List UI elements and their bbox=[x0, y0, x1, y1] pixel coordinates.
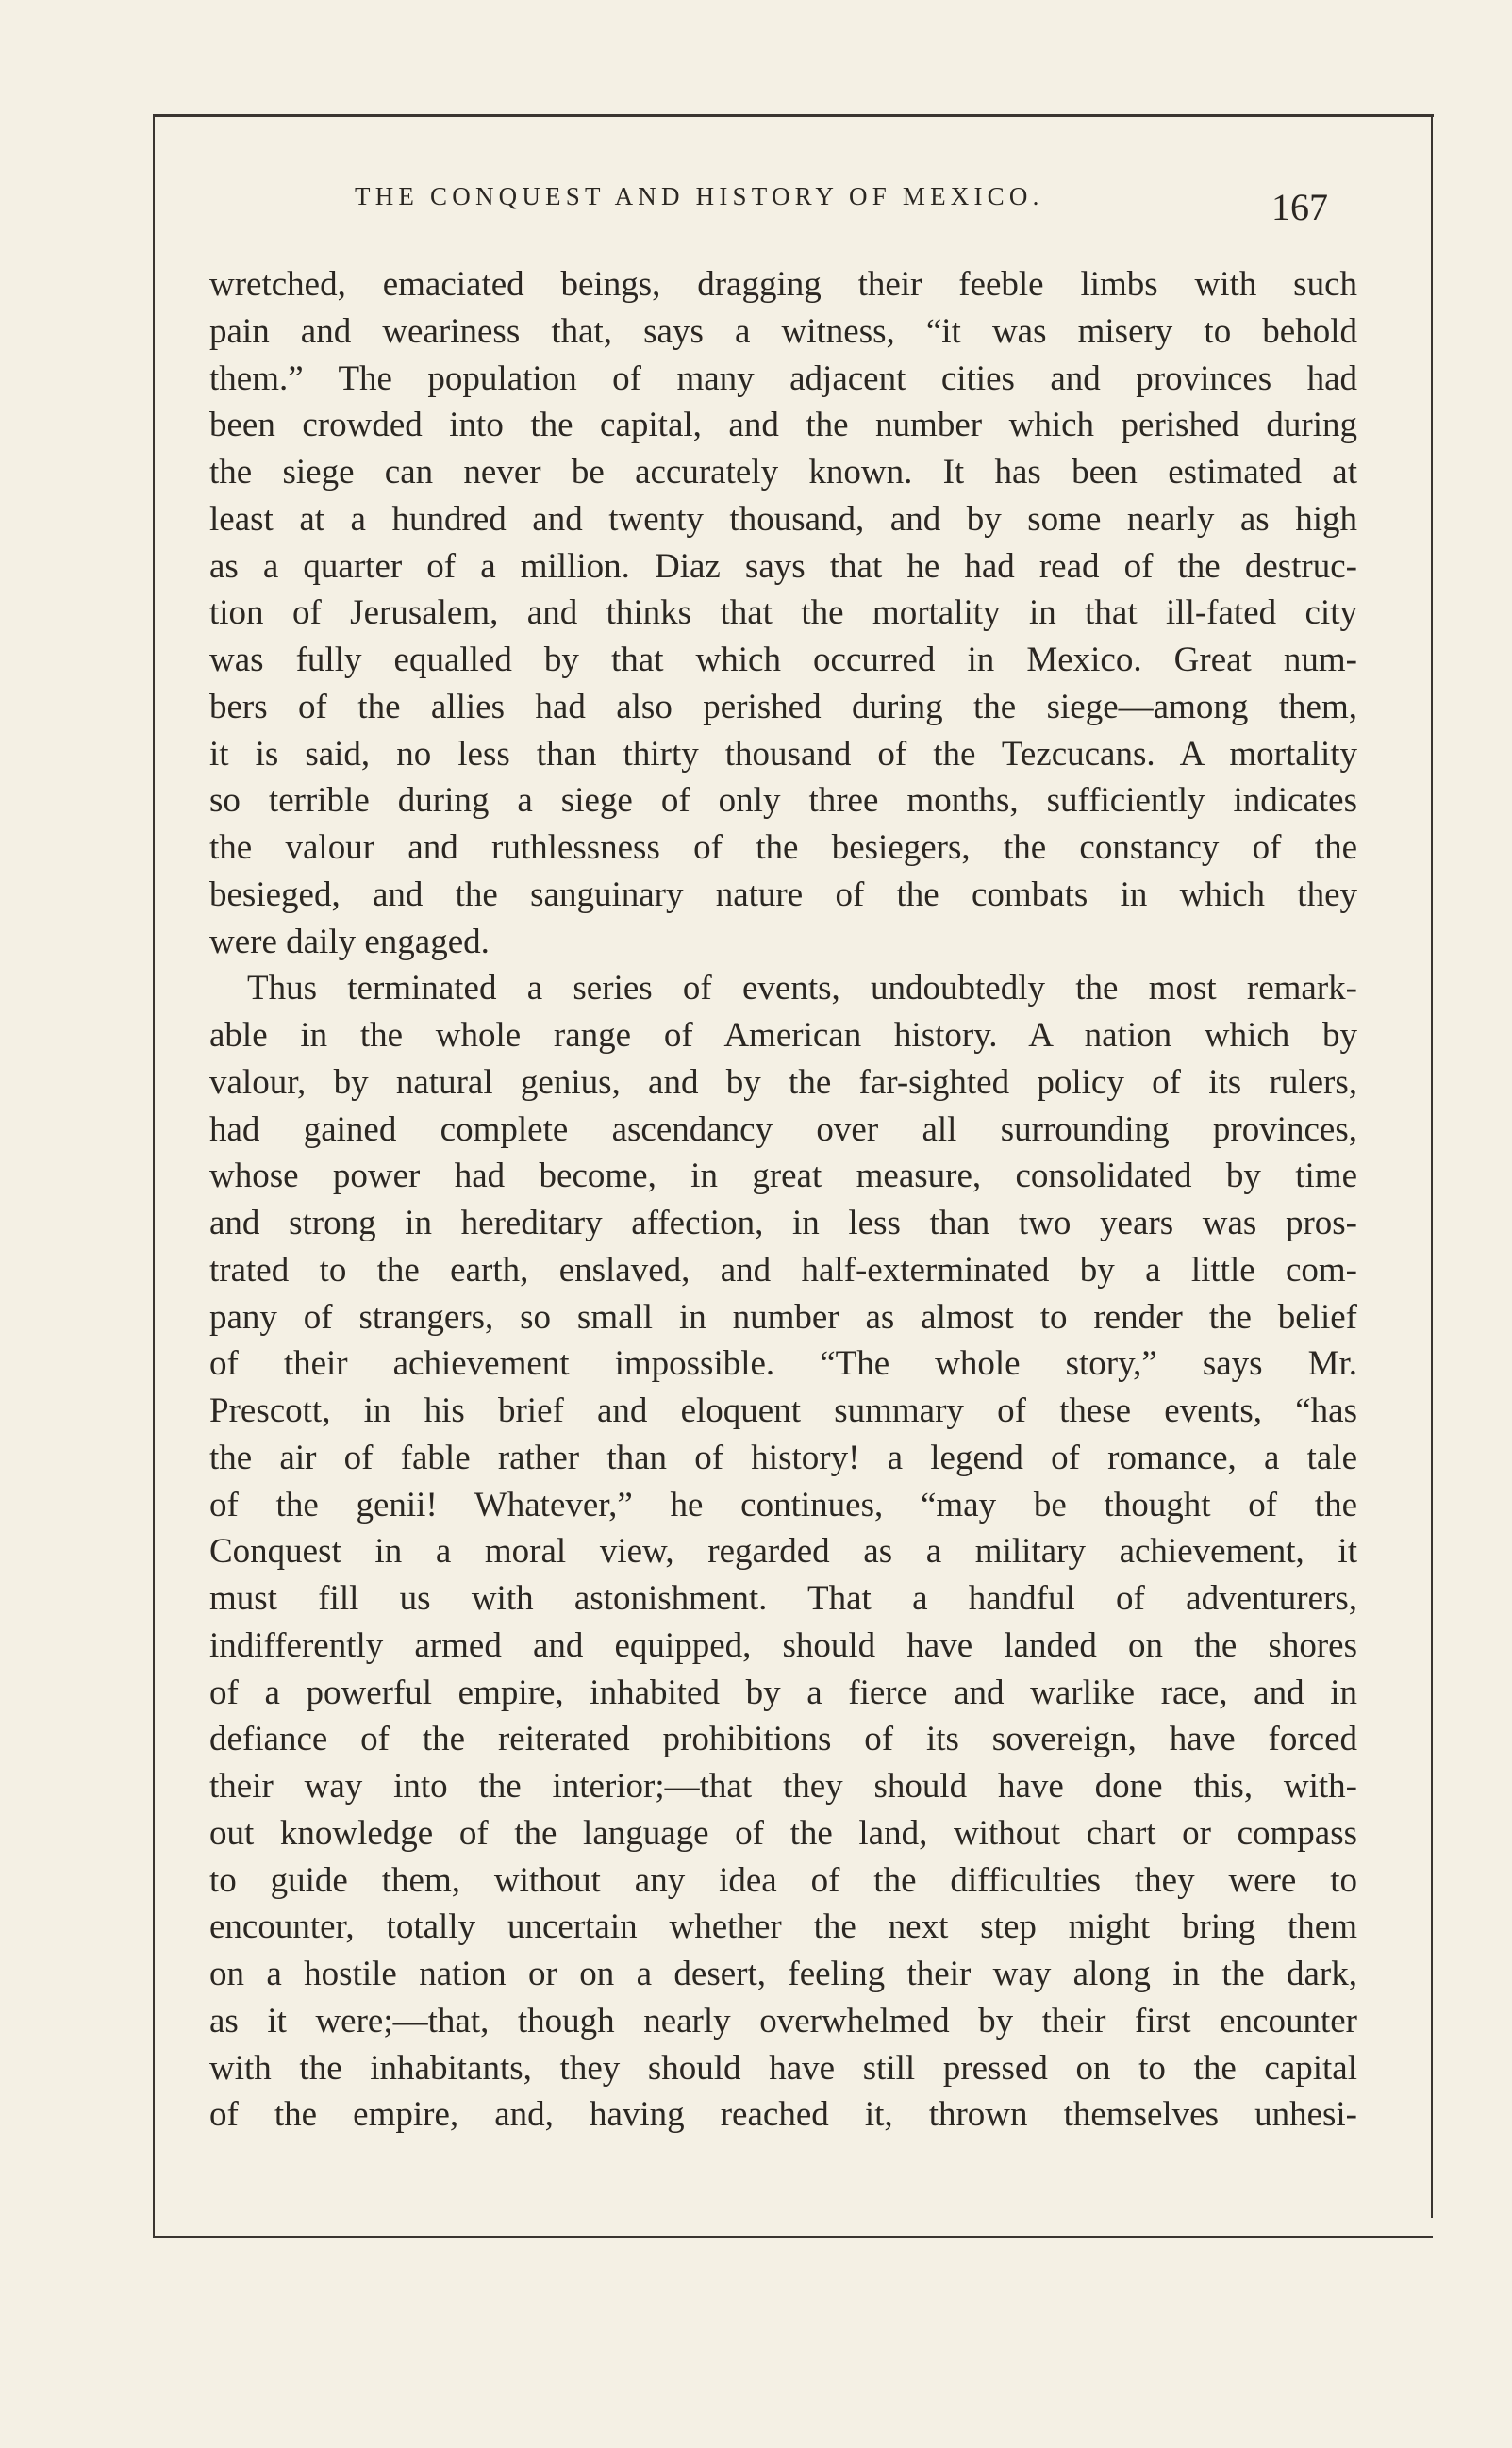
text-line: Prescott, in his brief and eloquent summary of these events, “has bbox=[209, 1391, 1357, 1430]
text-line: were daily engaged. bbox=[209, 922, 490, 961]
text-line: valour, by natural genius, and by the far-sighted policy of its rulers, bbox=[209, 1062, 1357, 1102]
text-line: pany of strangers, so small in number as almost to render the belief bbox=[209, 1297, 1357, 1337]
text-line: whose power had become, in great measure, consolidated by time bbox=[209, 1157, 1357, 1196]
text-line: of their achievement impossible. “The whole story,” says Mr. bbox=[209, 1344, 1357, 1384]
text-line: of the genii! Whatever,” he continues, “may be thought of the bbox=[209, 1485, 1357, 1524]
text-line: the valour and ruthlessness of the besiegers, the constancy of the bbox=[209, 828, 1357, 867]
text-line: of a powerful empire, inhabited by a fierce and warlike race, and in bbox=[209, 1673, 1357, 1712]
text-line: on a hostile nation or on a desert, feeling their way along in the dark, bbox=[209, 1955, 1357, 1993]
text-line: bers of the allies had also perished during the siege—among them, bbox=[209, 687, 1357, 726]
page-border-bottom bbox=[153, 2236, 1433, 2238]
text-line: tion of Jerusalem, and thinks that the mortality in that ill-fated city bbox=[209, 593, 1357, 633]
text-line: had gained complete ascendancy over all surrounding provinces, bbox=[209, 1109, 1357, 1149]
text-line: them.” The population of many adjacent cities and provinces had bbox=[209, 358, 1357, 398]
text-line: and strong in hereditary affection, in less than two years was pros- bbox=[209, 1204, 1357, 1242]
text-line: the siege can never be accurately known. It has been estimated at bbox=[209, 453, 1357, 491]
page-border-right bbox=[1431, 116, 1433, 2218]
text-line: out knowledge of the language of the land, without chart or compass bbox=[209, 1813, 1357, 1853]
text-line: with the inhabitants, they should have still pressed on to the capital bbox=[209, 2048, 1357, 2088]
text-line: as it were;—that, though nearly overwhelmed by their first encounter bbox=[209, 2001, 1357, 2040]
text-line: was fully equalled by that which occurred in Mexico. Great num- bbox=[209, 641, 1357, 679]
text-line: Thus terminated a series of events, undoubtedly the most remark- bbox=[247, 969, 1357, 1008]
text-line: Conquest in a moral view, regarded as a military achievement, it bbox=[209, 1532, 1357, 1572]
text-line: besieged, and the sanguinary nature of the combats in which they bbox=[209, 874, 1357, 914]
text-line: defiance of the reiterated prohibitions of its sovereign, have forced bbox=[209, 1720, 1357, 1759]
text-line: pain and weariness that, says a witness, “it was misery to behold bbox=[209, 311, 1357, 351]
text-line: able in the whole range of American history. A nation which by bbox=[209, 1016, 1357, 1055]
text-line: encounter, totally uncertain whether the next step might bring them bbox=[209, 1907, 1357, 1947]
text-line: must fill us with astonishment. That a handful of adventurers, bbox=[209, 1579, 1357, 1618]
body-text bbox=[209, 261, 1357, 2139]
text-line: as a quarter of a million. Diaz says that he had read of the destruc- bbox=[209, 546, 1357, 586]
running-title: THE CONQUEST AND HISTORY OF MEXICO. bbox=[355, 182, 1044, 210]
text-line: to guide them, without any idea of the difficulties they were to bbox=[209, 1860, 1357, 1900]
page-number: 167 bbox=[1271, 186, 1328, 228]
text-line: it is said, no less than thirty thousand of the Tezcucans. A mortality bbox=[209, 734, 1357, 774]
text-line: been crowded into the capital, and the number which perished during bbox=[209, 406, 1357, 445]
text-line: their way into the interior;—that they should have done this, with- bbox=[209, 1767, 1357, 1806]
text-line: indifferently armed and equipped, should have landed on the shores bbox=[209, 1625, 1357, 1665]
text-line: trated to the earth, enslaved, and half-exterminated by a little com- bbox=[209, 1250, 1357, 1290]
text-line: least at a hundred and twenty thousand, and by some nearly as high bbox=[209, 499, 1357, 539]
text-line: the air of fable rather than of history! a legend of romance, a tale bbox=[209, 1438, 1357, 1477]
text-line: wretched, emaciated beings, dragging their feeble limbs with such bbox=[209, 265, 1357, 304]
page-border-top bbox=[153, 114, 1434, 117]
text-line: of the empire, and, having reached it, thrown themselves unhesi- bbox=[209, 2095, 1357, 2135]
text-line: so terrible during a siege of only three months, sufficiently indicates bbox=[209, 781, 1357, 821]
page-border-left bbox=[153, 114, 155, 2237]
